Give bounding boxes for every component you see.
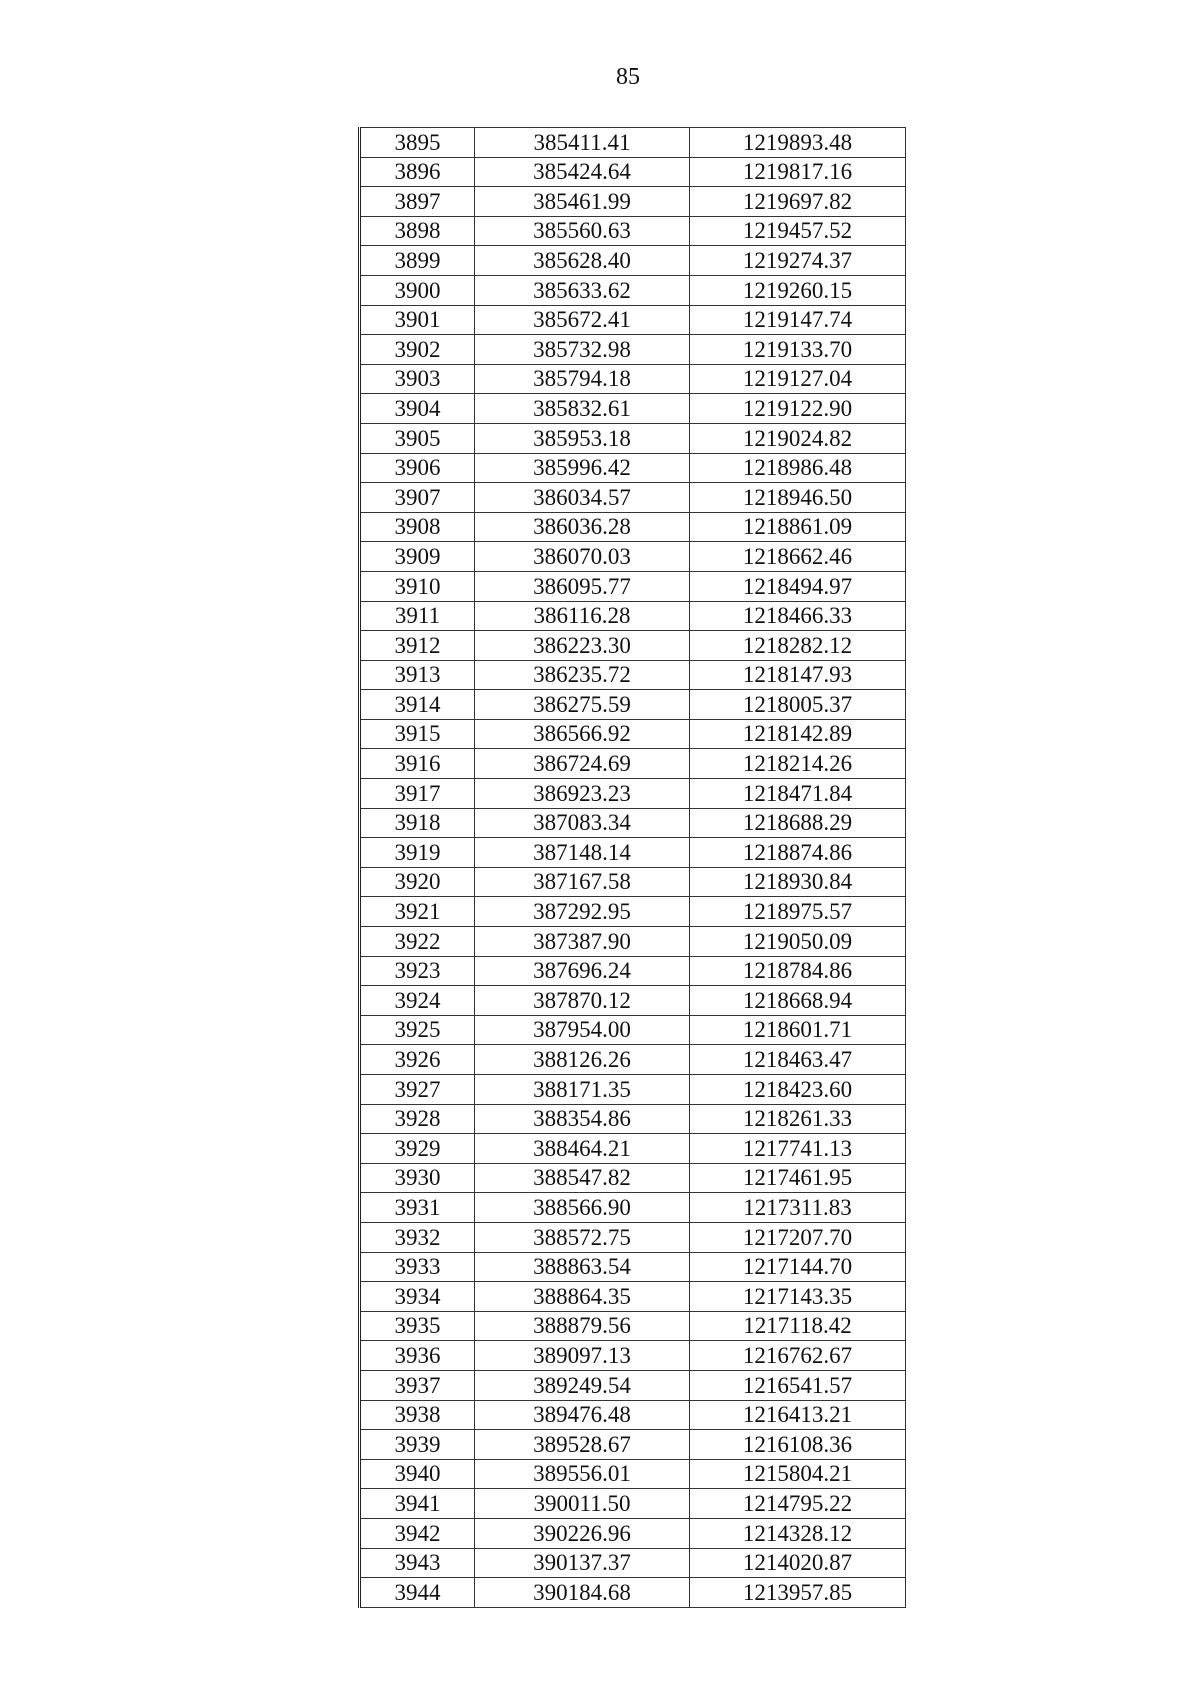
- y-coordinate-cell: 1218142.89: [690, 719, 906, 749]
- y-coordinate-cell: 1217118.42: [690, 1311, 906, 1341]
- x-coordinate-cell: 386095.77: [475, 571, 690, 601]
- table-row: [360, 1400, 906, 1430]
- point-number-cell: 3919: [360, 838, 475, 868]
- y-coordinate-cell: 1216413.21: [690, 1400, 906, 1430]
- point-number-cell: 3908: [360, 512, 475, 542]
- x-coordinate-cell: 387148.14: [475, 838, 690, 868]
- point-number-cell: 3905: [360, 423, 475, 453]
- point-number-cell: 3897: [360, 187, 475, 217]
- y-coordinate-cell: 1218784.86: [690, 956, 906, 986]
- table-row: [360, 1075, 906, 1105]
- x-coordinate-cell: 390184.68: [475, 1578, 690, 1608]
- y-coordinate-cell: 1216108.36: [690, 1430, 906, 1460]
- point-number-cell: 3924: [360, 986, 475, 1016]
- x-coordinate-cell: 387387.90: [475, 927, 690, 957]
- table-row: [360, 423, 906, 453]
- table-row: [360, 216, 906, 246]
- table-row: [360, 927, 906, 957]
- x-coordinate-cell: 387954.00: [475, 1015, 690, 1045]
- y-coordinate-cell: 1219133.70: [690, 335, 906, 365]
- table-row: [360, 838, 906, 868]
- page-number: 85: [616, 64, 640, 90]
- x-coordinate-cell: 385794.18: [475, 364, 690, 394]
- table-row: [360, 1430, 906, 1460]
- y-coordinate-cell: 1218668.94: [690, 986, 906, 1016]
- y-coordinate-cell: 1218688.29: [690, 808, 906, 838]
- point-number-cell: 3901: [360, 305, 475, 335]
- y-coordinate-cell: 1217311.83: [690, 1193, 906, 1223]
- x-coordinate-cell: 388464.21: [475, 1134, 690, 1164]
- x-coordinate-cell: 386566.92: [475, 719, 690, 749]
- table-row: [360, 690, 906, 720]
- y-coordinate-cell: 1218861.09: [690, 512, 906, 542]
- point-number-cell: 3931: [360, 1193, 475, 1223]
- table-row: [360, 1134, 906, 1164]
- point-number-cell: 3935: [360, 1311, 475, 1341]
- point-number-cell: 3941: [360, 1489, 475, 1519]
- point-number-cell: 3944: [360, 1578, 475, 1608]
- x-coordinate-cell: 387696.24: [475, 956, 690, 986]
- x-coordinate-cell: 389476.48: [475, 1400, 690, 1430]
- x-coordinate-cell: 386235.72: [475, 660, 690, 690]
- point-number-cell: 3927: [360, 1075, 475, 1105]
- x-coordinate-cell: 388547.82: [475, 1163, 690, 1193]
- y-coordinate-cell: 1219050.09: [690, 927, 906, 957]
- y-coordinate-cell: 1219697.82: [690, 187, 906, 217]
- x-coordinate-cell: 385672.41: [475, 305, 690, 335]
- x-coordinate-cell: 386724.69: [475, 749, 690, 779]
- y-coordinate-cell: 1218463.47: [690, 1045, 906, 1075]
- x-coordinate-cell: 388879.56: [475, 1311, 690, 1341]
- y-coordinate-cell: 1218261.33: [690, 1104, 906, 1134]
- table-row: [360, 1341, 906, 1371]
- point-number-cell: 3896: [360, 157, 475, 187]
- point-number-cell: 3913: [360, 660, 475, 690]
- y-coordinate-cell: 1219127.04: [690, 364, 906, 394]
- y-coordinate-cell: 1218214.26: [690, 749, 906, 779]
- y-coordinate-cell: 1218423.60: [690, 1075, 906, 1105]
- x-coordinate-cell: 385732.98: [475, 335, 690, 365]
- point-number-cell: 3928: [360, 1104, 475, 1134]
- point-number-cell: 3923: [360, 956, 475, 986]
- point-number-cell: 3926: [360, 1045, 475, 1075]
- y-coordinate-cell: 1218471.84: [690, 779, 906, 809]
- table-row: [360, 1548, 906, 1578]
- y-coordinate-cell: 1214795.22: [690, 1489, 906, 1519]
- x-coordinate-cell: 386034.57: [475, 483, 690, 513]
- point-number-cell: 3902: [360, 335, 475, 365]
- table-row: [360, 631, 906, 661]
- table-row: [360, 660, 906, 690]
- point-number-cell: 3930: [360, 1163, 475, 1193]
- point-number-cell: 3898: [360, 216, 475, 246]
- table-row: [360, 1459, 906, 1489]
- y-coordinate-cell: 1219893.48: [690, 128, 906, 158]
- table-row: [360, 808, 906, 838]
- x-coordinate-cell: 388863.54: [475, 1252, 690, 1282]
- table-row: [360, 1104, 906, 1134]
- x-coordinate-cell: 387083.34: [475, 808, 690, 838]
- y-coordinate-cell: 1218975.57: [690, 897, 906, 927]
- x-coordinate-cell: 388171.35: [475, 1075, 690, 1105]
- table-row: [360, 1282, 906, 1312]
- y-coordinate-cell: 1215804.21: [690, 1459, 906, 1489]
- x-coordinate-cell: 385832.61: [475, 394, 690, 424]
- x-coordinate-cell: 386070.03: [475, 542, 690, 572]
- y-coordinate-cell: 1218494.97: [690, 571, 906, 601]
- point-number-cell: 3917: [360, 779, 475, 809]
- y-coordinate-cell: 1218946.50: [690, 483, 906, 513]
- point-number-cell: 3903: [360, 364, 475, 394]
- point-number-cell: 3937: [360, 1370, 475, 1400]
- point-number-cell: 3925: [360, 1015, 475, 1045]
- y-coordinate-cell: 1218662.46: [690, 542, 906, 572]
- coordinates-table: [358, 127, 906, 1608]
- x-coordinate-cell: 386275.59: [475, 690, 690, 720]
- table-row: [360, 305, 906, 335]
- x-coordinate-cell: 387292.95: [475, 897, 690, 927]
- point-number-cell: 3933: [360, 1252, 475, 1282]
- point-number-cell: 3916: [360, 749, 475, 779]
- y-coordinate-cell: 1213957.85: [690, 1578, 906, 1608]
- point-number-cell: 3912: [360, 631, 475, 661]
- x-coordinate-cell: 385628.40: [475, 246, 690, 276]
- table-row: [360, 1045, 906, 1075]
- y-coordinate-cell: 1216762.67: [690, 1341, 906, 1371]
- x-coordinate-cell: 389556.01: [475, 1459, 690, 1489]
- y-coordinate-cell: 1218874.86: [690, 838, 906, 868]
- y-coordinate-cell: 1217741.13: [690, 1134, 906, 1164]
- y-coordinate-cell: 1219147.74: [690, 305, 906, 335]
- point-number-cell: 3940: [360, 1459, 475, 1489]
- table-row: [360, 187, 906, 217]
- x-coordinate-cell: 388126.26: [475, 1045, 690, 1075]
- x-coordinate-cell: 388354.86: [475, 1104, 690, 1134]
- x-coordinate-cell: 387870.12: [475, 986, 690, 1016]
- point-number-cell: 3939: [360, 1430, 475, 1460]
- y-coordinate-cell: 1218147.93: [690, 660, 906, 690]
- point-number-cell: 3909: [360, 542, 475, 572]
- table-row: [360, 1578, 906, 1608]
- y-coordinate-cell: 1218005.37: [690, 690, 906, 720]
- x-coordinate-cell: 390226.96: [475, 1518, 690, 1548]
- y-coordinate-cell: 1218930.84: [690, 867, 906, 897]
- point-number-cell: 3900: [360, 275, 475, 305]
- x-coordinate-cell: 385560.63: [475, 216, 690, 246]
- point-number-cell: 3934: [360, 1282, 475, 1312]
- point-number-cell: 3910: [360, 571, 475, 601]
- table-row: [360, 1311, 906, 1341]
- y-coordinate-cell: 1214020.87: [690, 1548, 906, 1578]
- table-row: [360, 246, 906, 276]
- x-coordinate-cell: 388566.90: [475, 1193, 690, 1223]
- table-row: [360, 512, 906, 542]
- y-coordinate-cell: 1217143.35: [690, 1282, 906, 1312]
- y-coordinate-cell: 1219122.90: [690, 394, 906, 424]
- point-number-cell: 3932: [360, 1222, 475, 1252]
- table-row: [360, 128, 906, 158]
- table-row: [360, 364, 906, 394]
- table-row: [360, 867, 906, 897]
- y-coordinate-cell: 1218282.12: [690, 631, 906, 661]
- x-coordinate-cell: 385996.42: [475, 453, 690, 483]
- point-number-cell: 3942: [360, 1518, 475, 1548]
- y-coordinate-cell: 1217207.70: [690, 1222, 906, 1252]
- point-number-cell: 3936: [360, 1341, 475, 1371]
- x-coordinate-cell: 385424.64: [475, 157, 690, 187]
- point-number-cell: 3918: [360, 808, 475, 838]
- point-number-cell: 3943: [360, 1548, 475, 1578]
- x-coordinate-cell: 386923.23: [475, 779, 690, 809]
- y-coordinate-cell: 1219457.52: [690, 216, 906, 246]
- table-row: [360, 1163, 906, 1193]
- table-row: [360, 1518, 906, 1548]
- point-number-cell: 3904: [360, 394, 475, 424]
- x-coordinate-cell: 385633.62: [475, 275, 690, 305]
- point-number-cell: 3915: [360, 719, 475, 749]
- y-coordinate-cell: 1218986.48: [690, 453, 906, 483]
- x-coordinate-cell: 388864.35: [475, 1282, 690, 1312]
- table-row: [360, 1370, 906, 1400]
- table-row: [360, 779, 906, 809]
- y-coordinate-cell: 1219274.37: [690, 246, 906, 276]
- y-coordinate-cell: 1218601.71: [690, 1015, 906, 1045]
- x-coordinate-cell: 389249.54: [475, 1370, 690, 1400]
- point-number-cell: 3914: [360, 690, 475, 720]
- y-coordinate-cell: 1219260.15: [690, 275, 906, 305]
- y-coordinate-cell: 1219024.82: [690, 423, 906, 453]
- point-number-cell: 3921: [360, 897, 475, 927]
- y-coordinate-cell: 1218466.33: [690, 601, 906, 631]
- x-coordinate-cell: 385953.18: [475, 423, 690, 453]
- table-row: [360, 453, 906, 483]
- y-coordinate-cell: 1216541.57: [690, 1370, 906, 1400]
- point-number-cell: 3899: [360, 246, 475, 276]
- table-row: [360, 157, 906, 187]
- x-coordinate-cell: 385461.99: [475, 187, 690, 217]
- table-row: [360, 601, 906, 631]
- table-row: [360, 1489, 906, 1519]
- y-coordinate-cell: 1219817.16: [690, 157, 906, 187]
- point-number-cell: 3929: [360, 1134, 475, 1164]
- table-row: [360, 1252, 906, 1282]
- table-row: [360, 571, 906, 601]
- point-number-cell: 3920: [360, 867, 475, 897]
- table-row: [360, 956, 906, 986]
- x-coordinate-cell: 386116.28: [475, 601, 690, 631]
- table-row: [360, 1222, 906, 1252]
- point-number-cell: 3911: [360, 601, 475, 631]
- y-coordinate-cell: 1214328.12: [690, 1518, 906, 1548]
- x-coordinate-cell: 386223.30: [475, 631, 690, 661]
- x-coordinate-cell: 390137.37: [475, 1548, 690, 1578]
- x-coordinate-cell: 388572.75: [475, 1222, 690, 1252]
- table-row: [360, 394, 906, 424]
- table-row: [360, 986, 906, 1016]
- point-number-cell: 3895: [360, 128, 475, 158]
- coordinates-table-body: [360, 128, 906, 1608]
- table-row: [360, 1193, 906, 1223]
- point-number-cell: 3922: [360, 927, 475, 957]
- table-row: [360, 719, 906, 749]
- table-row: [360, 483, 906, 513]
- point-number-cell: 3906: [360, 453, 475, 483]
- y-coordinate-cell: 1217461.95: [690, 1163, 906, 1193]
- point-number-cell: 3907: [360, 483, 475, 513]
- point-number-cell: 3938: [360, 1400, 475, 1430]
- table-row: [360, 749, 906, 779]
- table-row: [360, 542, 906, 572]
- x-coordinate-cell: 389097.13: [475, 1341, 690, 1371]
- x-coordinate-cell: 386036.28: [475, 512, 690, 542]
- table-row: [360, 1015, 906, 1045]
- table-row: [360, 897, 906, 927]
- x-coordinate-cell: 387167.58: [475, 867, 690, 897]
- table-row: [360, 275, 906, 305]
- x-coordinate-cell: 390011.50: [475, 1489, 690, 1519]
- x-coordinate-cell: 389528.67: [475, 1430, 690, 1460]
- table-row: [360, 335, 906, 365]
- y-coordinate-cell: 1217144.70: [690, 1252, 906, 1282]
- x-coordinate-cell: 385411.41: [475, 128, 690, 158]
